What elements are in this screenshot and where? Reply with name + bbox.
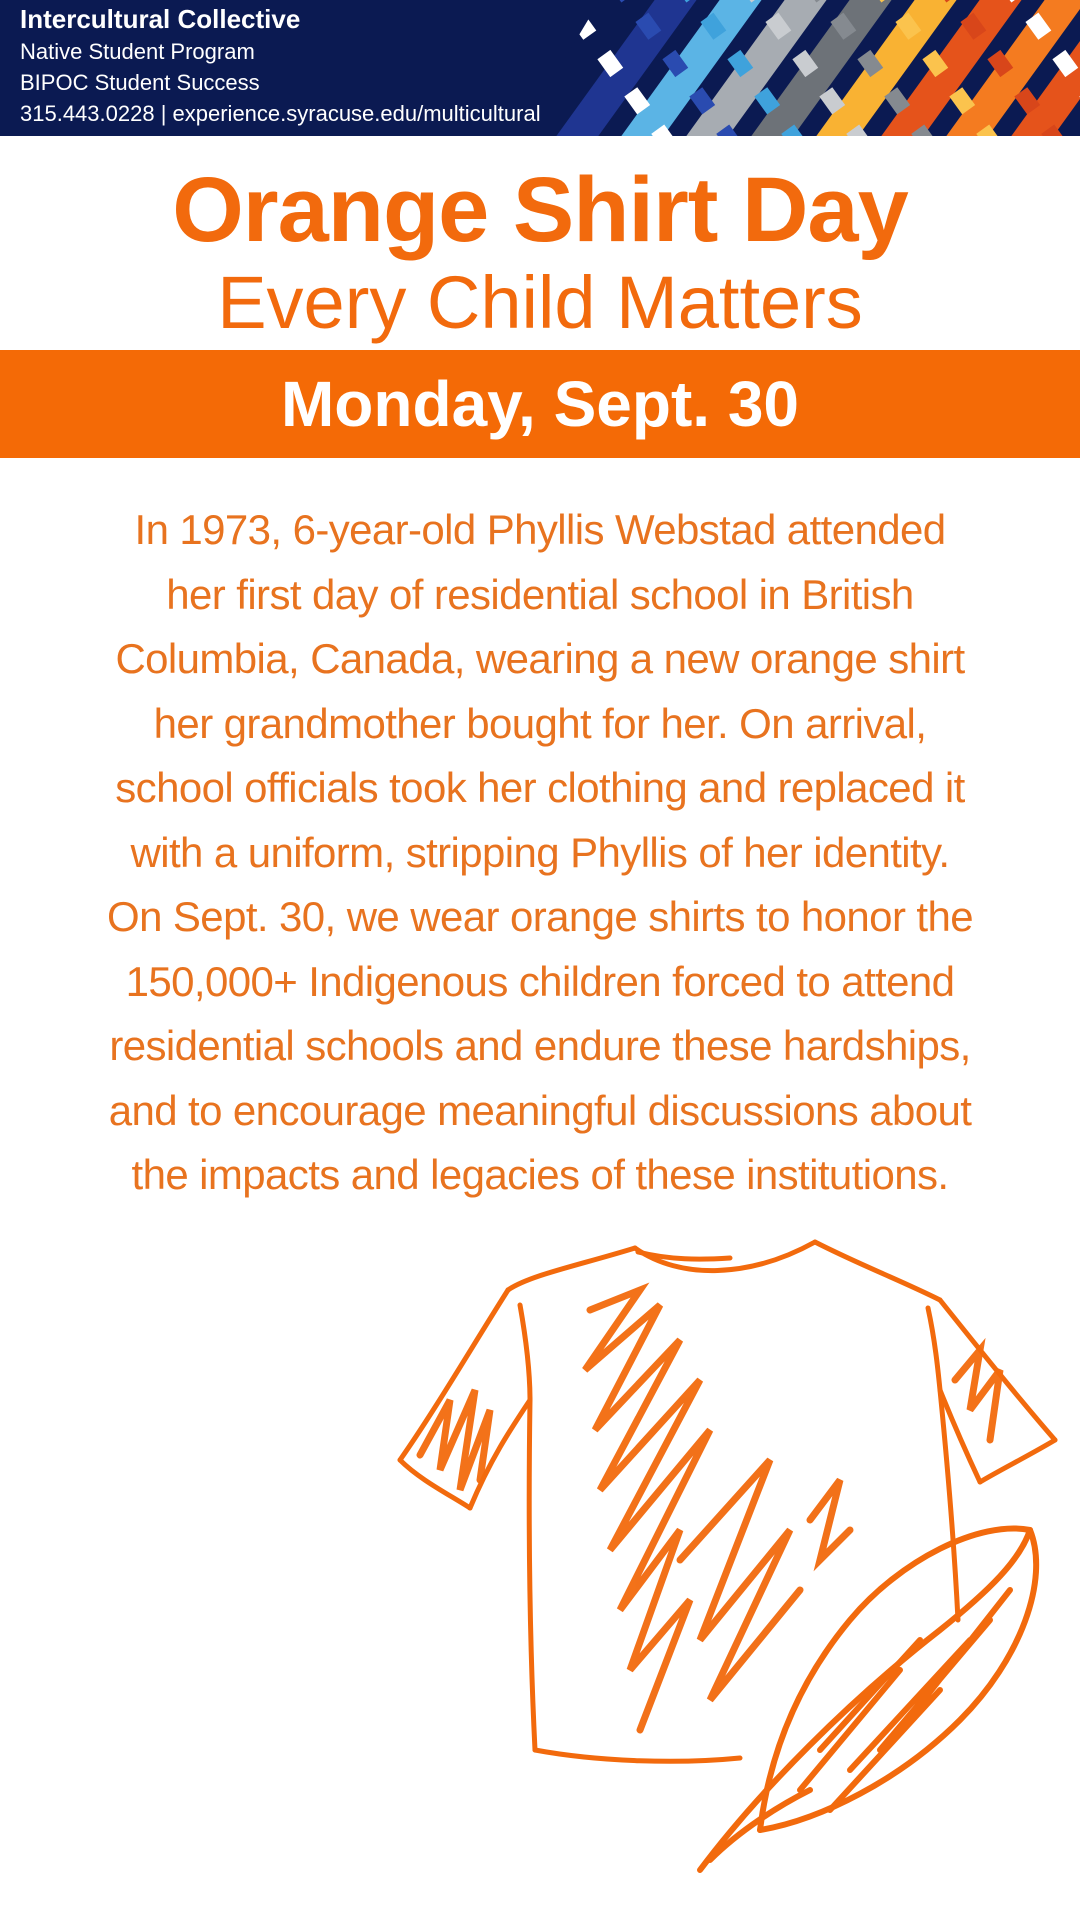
page-title: Orange Shirt Day	[172, 159, 908, 261]
shirt-and-feather-illustration	[380, 1230, 1070, 1890]
story-line: In 1973, 6-year-old Phyllis Webstad attended	[134, 506, 946, 553]
story-line: Columbia, Canada, wearing a new orange shirt	[115, 635, 965, 682]
woven-pattern-graphic	[540, 0, 1080, 136]
program-line: BIPOC Student Success	[20, 70, 260, 95]
story-line: On Sept. 30, we wear orange shirts to honor the	[107, 893, 973, 940]
org-info	[20, 2, 541, 129]
story-paragraph	[40, 498, 1040, 1208]
story-line: with a uniform, stripping Phyllis of her identity.	[130, 828, 950, 876]
story-line: her first day of residential school in British	[166, 570, 914, 618]
program-line: Native Student Program	[20, 39, 255, 64]
story-line: the impacts and legacies of these institutions.	[131, 1151, 949, 1198]
header-banner	[0, 0, 1080, 136]
page-subtitle: Every Child Matters	[217, 261, 863, 344]
org-name: Intercultural Collective	[20, 4, 301, 34]
story-line: and to encourage meaningful discussions about	[108, 1086, 972, 1134]
event-date: Monday, Sept. 30	[280, 368, 800, 440]
date-banner	[0, 350, 1080, 458]
contact-line: 315.443.0228 | experience.syracuse.edu/multicultural	[20, 101, 541, 126]
story-line: 150,000+ Indigenous children forced to attend	[125, 957, 955, 1005]
story-line: school officials took her clothing and replaced it	[115, 764, 965, 811]
story-line: residential schools and endure these hardships,	[109, 1022, 971, 1069]
shirt-scribble-fill	[420, 1290, 1000, 1730]
story-line: her grandmother bought for her. On arrival,	[153, 699, 927, 747]
